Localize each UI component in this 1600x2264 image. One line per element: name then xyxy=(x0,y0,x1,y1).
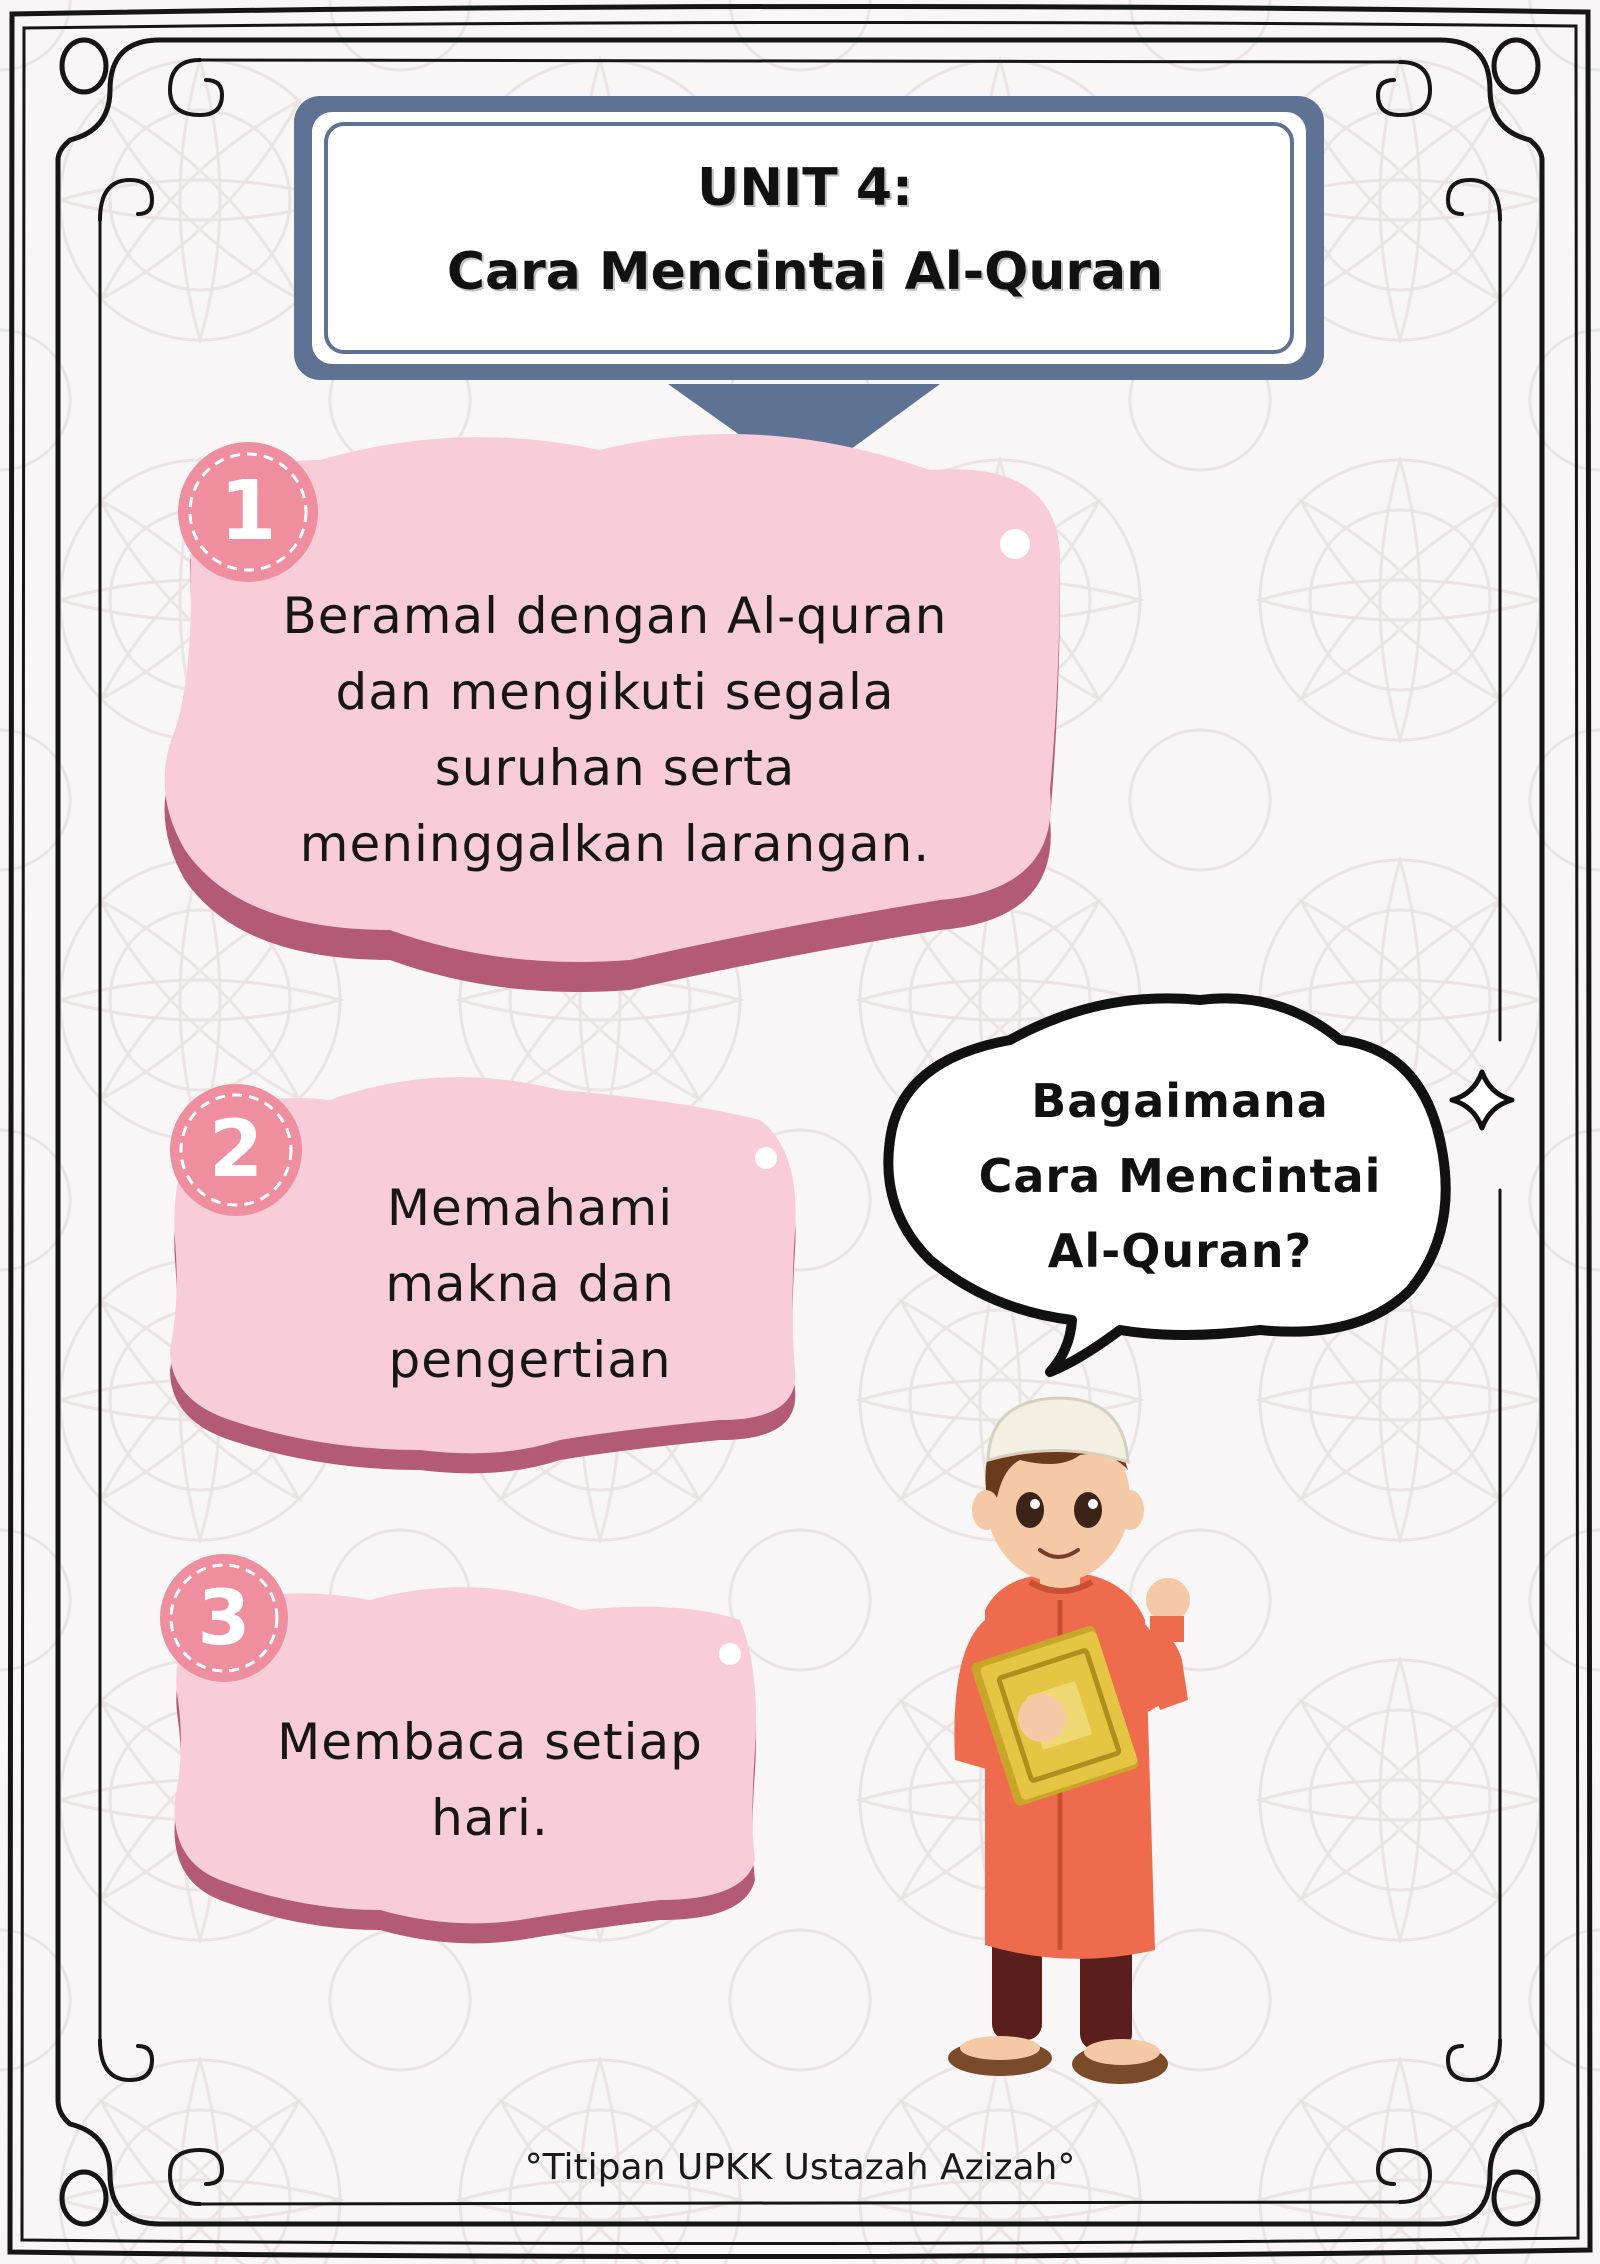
item-2-line: Memahami xyxy=(386,1179,674,1237)
item-1-line: Beramal dengan Al-quran xyxy=(282,587,948,645)
item-3-line: Membaca setiap xyxy=(277,1713,703,1771)
item-2-line: makna dan xyxy=(385,1255,675,1313)
unit-label: UNIT 4: xyxy=(697,158,913,218)
question-line: Cara Mencintai xyxy=(978,1149,1382,1203)
item-2-line: pengertian xyxy=(388,1331,672,1389)
footer-credit: °Titipan UPKK Ustazah Azizah° xyxy=(524,2147,1076,2188)
item-number-2: 2 xyxy=(208,1105,264,1195)
item-1-line: dan mengikuti segala xyxy=(335,663,895,721)
item-number-3: 3 xyxy=(197,1573,251,1662)
question-line: Bagaimana xyxy=(1031,1074,1329,1128)
question-line: Al-Quran? xyxy=(1047,1224,1313,1278)
page-title: Cara Mencintai Al-Quran xyxy=(446,242,1164,302)
item-3-line: hari. xyxy=(431,1789,549,1847)
item-number-1: 1 xyxy=(219,464,277,559)
item-1-line: suruhan serta xyxy=(434,739,796,797)
item-1-line: meninggalkan larangan. xyxy=(299,815,931,873)
